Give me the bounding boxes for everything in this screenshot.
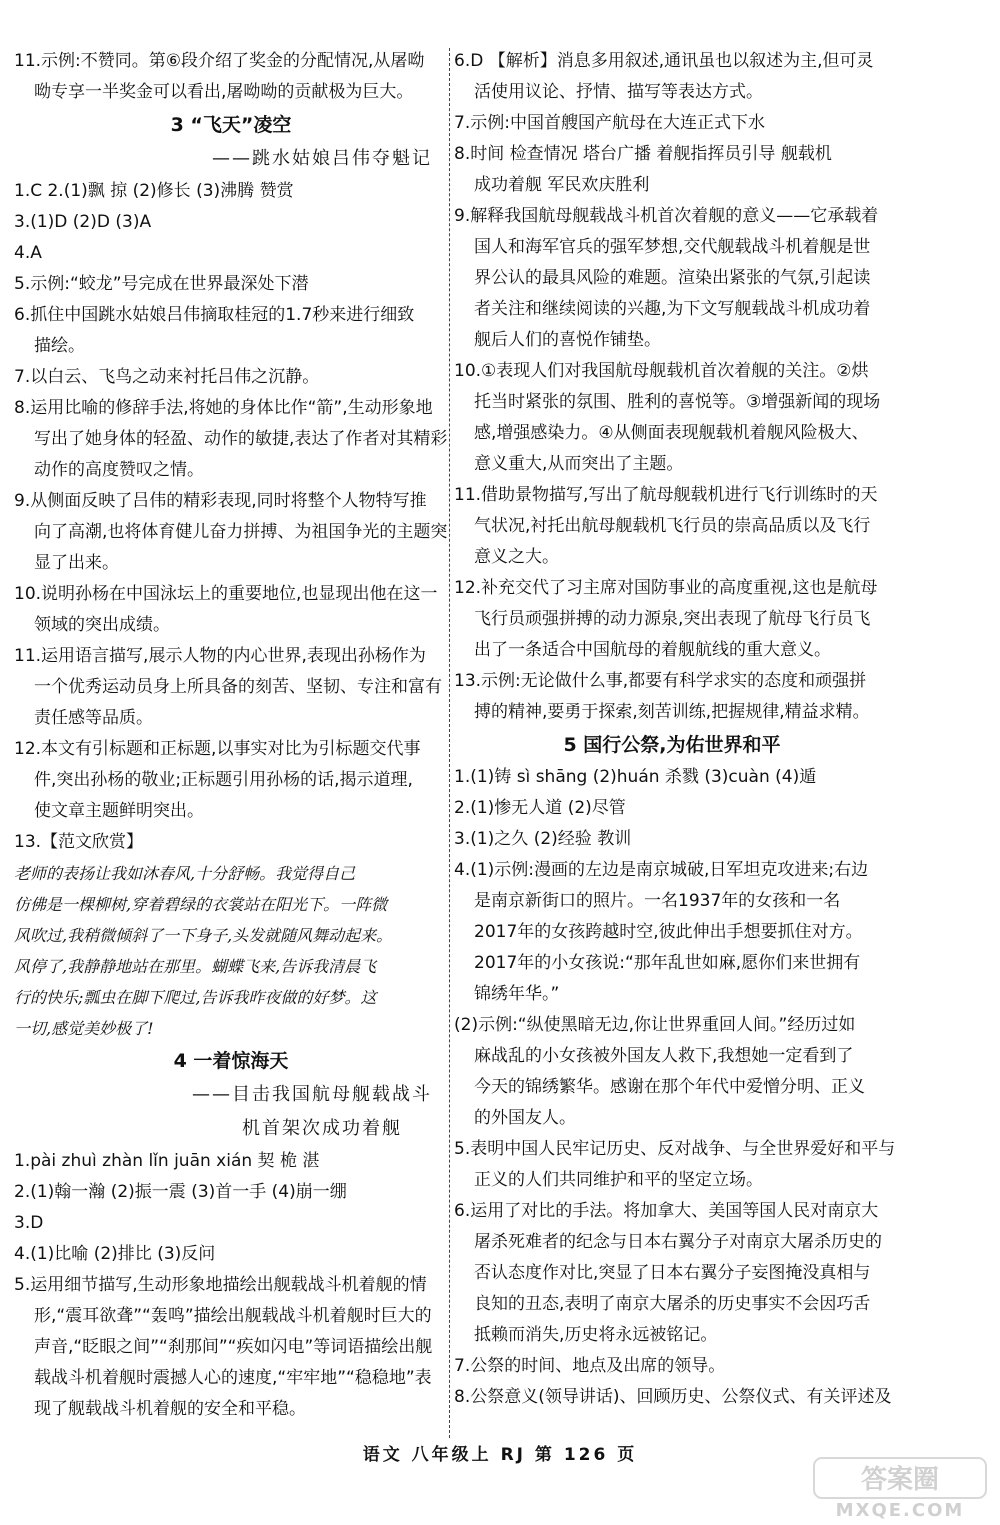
answer-line: 8.运用比喻的修辞手法,将她的身体比作“箭”,生动形象地 [14,398,433,418]
answer-line: 4.A [14,243,42,263]
answer-line: 意义之大。 [474,547,559,567]
answer-line: 件,突出孙杨的敬业;正标题引用孙杨的话,揭示道理, [34,770,413,790]
answer-line: 10.①表现人们对我国航母舰载机首次着舰的关注。②烘 [454,361,869,381]
right-column [454,46,896,1413]
answer-line: 4.(1)示例:漫画的左边是南京城破,日军坦克攻进来;右边 [454,860,869,880]
answer-line: 良知的丑态,表明了南京大屠杀的历史事实不会因巧舌 [474,1294,871,1314]
answer-line: 是南京新街口的照片。一名1937年的女孩和一名 [474,891,841,911]
answer-line: 者关注和继续阅读的兴趣,为下文写舰载战斗机成功着 [474,299,871,319]
answer-line: 感,增强感染力。④从侧面表现舰载机着舰风险极大、 [474,423,869,443]
answer-line: 意义重大,从而突出了主题。 [474,454,684,474]
answer-line: 锦绣年华。” [474,984,560,1004]
answer-line: 6.D 【解析】消息多用叙述,通讯虽也以叙述为主,但可灵 [454,51,874,71]
answer-line: 的外国友人。 [474,1108,576,1128]
answer-line: 使文章主题鲜明突出。 [34,801,204,821]
answer-line: 飞行员顽强拼搏的动力源泉,突出表现了航母飞行员飞 [474,609,871,629]
answer-line: 抵赖而消失,历史将永远被铭记。 [474,1325,718,1345]
answer-line: 形,“震耳欲聋”“轰鸣”描绘出舰载战斗机着舰时巨大的 [34,1306,432,1326]
answer-line: 界公认的最具风险的难题。渲染出紧张的气氛,引起读 [474,268,871,288]
answer-line: 9.从侧面反映了吕伟的精彩表现,同时将整个人物特写推 [14,491,427,511]
answer-line: 8.公祭意义(领导讲话)、回顾历史、公祭仪式、有关评述及 [454,1387,892,1407]
answer-line: 呦专享一半奖金可以看出,屠呦呦的贡献极为巨大。 [34,82,414,102]
answer-line: 1.pài zhuì zhàn lǐn juān xián 契 桅 湛 [14,1151,320,1171]
answer-line: 成功着舰 军民欢庆胜利 [474,175,650,195]
answer-line: 3.D [14,1213,44,1233]
answer-line: 出了一条适合中国航母的着舰航线的重大意义。 [474,640,831,660]
answer-line: 写出了她身体的轻盈、动作的敏捷,表达了作者对其精彩 [34,429,448,449]
section-title: 5 国行公祭,为佑世界和平 [563,734,781,756]
answer-line: 正义的人们共同维护和平的坚定立场。 [474,1170,763,1190]
answer-line: 舰后人们的喜悦作铺垫。 [474,330,661,350]
answer-line: 11.运用语言描写,展示人物的内心世界,表现出孙杨作为 [14,646,426,666]
essay-line: 一切,感觉美妙极了! [14,1019,154,1038]
answer-line: 12.本文有引标题和正标题,以事实对比为引标题交代事 [14,739,421,759]
answer-line: 2017年的小女孩说:“那年乱世如麻,愿你们来世拥有 [474,953,861,973]
essay-line: 风吹过,我稍微倾斜了一下身子,头发就随风舞动起来。 [14,926,393,945]
page-footer: 语文 八年级上 RJ 第 126 页 [362,1445,638,1465]
left-column [14,46,448,1425]
answer-line: 托当时紧张的氛围、胜利的喜悦等。③增强新闻的现场 [474,392,881,412]
section-subtitle: 机首架次成功着舰 [242,1118,402,1139]
answer-line: 向了高潮,也将体育健儿奋力拼搏、为祖国争光的主题突 [34,522,448,542]
answer-line: 11.借助景物描写,写出了航母舰载机进行飞行训练时的天 [454,485,878,505]
answer-line: (2)示例:“纵使黑暗无边,你让世界重回人间。”经历过如 [454,1015,856,1035]
answer-line: 显了出来。 [34,553,119,573]
section-subtitle: ——目击我国航母舰载战斗 [192,1084,432,1105]
answer-line: 1.C 2.(1)飘 掠 (2)修长 (3)沸腾 赞赏 [14,181,294,201]
answer-line: 5.运用细节描写,生动形象地描绘出舰载战斗机着舰的情 [14,1275,427,1295]
answer-line: 否认态度作对比,突显了日本右翼分子妄图掩没真相与 [474,1263,871,1283]
answer-line: 责任感等品质。 [34,708,153,728]
watermark-logo [812,1456,988,1520]
answer-line: 搏的精神,要勇于探索,刻苦训练,把握规律,精益求精。 [474,702,870,722]
answer-line: 6.运用了对比的手法。将加拿大、美国等国人民对南京大 [454,1201,879,1221]
answer-line: 1.(1)铸 sì shāng (2)huán 杀戮 (3)cuàn (4)遁 [454,767,817,787]
answer-line: 气状况,衬托出航母舰载机飞行员的崇高品质以及飞行 [474,516,871,536]
answer-line: 12.补充交代了习主席对国防事业的高度重视,这也是航母 [454,578,878,598]
answer-line: 3.(1)之久 (2)经验 教训 [454,829,632,849]
essay-line: 行的快乐;瓢虫在脚下爬过,告诉我昨夜做的好梦。这 [14,988,377,1007]
answer-line: 屠杀死难者的纪念与日本右翼分子对南京大屠杀历史的 [474,1232,882,1252]
essay-line: 风停了,我静静地站在那里。蝴蝶飞来,告诉我清晨飞 [14,957,377,976]
answer-line: 动作的高度赞叹之情。 [34,460,204,480]
section-title: 4 一着惊海天 [173,1050,289,1072]
answer-line: 5.表明中国人民牢记历史、反对战争、与全世界爱好和平与 [454,1139,896,1159]
answer-line: 7.示例:中国首艘国产航母在大连正式下水 [454,113,765,133]
answer-line: 活使用议论、抒情、描写等表达方式。 [474,82,763,102]
answer-line: 5.示例:“蛟龙”号完成在世界最深处下潜 [14,274,309,294]
answer-line: 7.公祭的时间、地点及出席的领导。 [454,1356,726,1376]
answer-line: 2.(1)翰一瀚 (2)振一震 (3)首一手 (4)崩一绷 [14,1182,347,1202]
essay-line: 老师的表扬让我如沐春风,十分舒畅。我觉得自己 [14,864,356,883]
answer-line: 2.(1)惨无人道 (2)尽管 [454,798,626,818]
answer-line: 11.示例:不赞同。第⑥段介绍了奖金的分配情况,从屠呦 [14,51,425,71]
answer-line: 8.时间 检查情况 塔台广播 着舰指挥员引导 舰载机 [454,144,832,164]
watermark-bottom-text: MXQE.COM [835,1500,965,1520]
answer-line: 描绘。 [34,336,85,356]
section-title: 3 “飞天”凌空 [170,114,292,136]
answer-line: 国人和海军官兵的强军梦想,交代舰载战斗机着舰是世 [474,237,871,257]
essay-line: 仿佛是一棵柳树,穿着碧绿的衣裳站在阳光下。一阵微 [14,895,388,914]
answer-line: 声音,“眨眼之间”“刹那间”“疾如闪电”等词语描绘出舰 [34,1337,433,1357]
answer-line: 13.【范文欣赏】 [14,832,144,852]
watermark-top-text: 答案圈 [860,1465,940,1495]
answer-line: 现了舰载战斗机着舰的安全和平稳。 [34,1399,306,1419]
answer-line: 领域的突出成绩。 [34,615,170,635]
answer-line: 3.(1)D (2)D (3)A [14,212,152,232]
column-divider [449,48,450,1438]
section-subtitle: ——跳水姑娘吕伟夺魁记 [212,148,432,169]
answer-line: 6.抓住中国跳水姑娘吕伟摘取桂冠的1.7秒来进行细致 [14,305,415,325]
answer-line: 13.示例:无论做什么事,都要有科学求实的态度和顽强拼 [454,671,867,691]
answer-line: 麻战乱的小女孩被外国友人救下,我想她一定看到了 [474,1046,854,1066]
answer-line: 2017年的女孩跨越时空,彼此伸出手想要抓住对方。 [474,922,863,942]
answer-line: 9.解释我国航母舰载战斗机首次着舰的意义——它承载着 [454,206,879,226]
answer-line: 10.说明孙杨在中国泳坛上的重要地位,也显现出他在这一 [14,584,438,604]
answer-line: 4.(1)比喻 (2)排比 (3)反问 [14,1244,216,1264]
answer-line: 7.以白云、飞鸟之动来衬托吕伟之沉静。 [14,367,320,387]
answer-line: 一个优秀运动员身上所具备的刻苦、坚韧、专注和富有 [34,677,442,697]
answer-line: 今天的锦绣繁华。感谢在那个年代中爱憎分明、正义 [474,1077,865,1097]
answer-line: 载战斗机着舰时震撼人心的速度,“牢牢地”“稳稳地”表 [34,1368,432,1388]
